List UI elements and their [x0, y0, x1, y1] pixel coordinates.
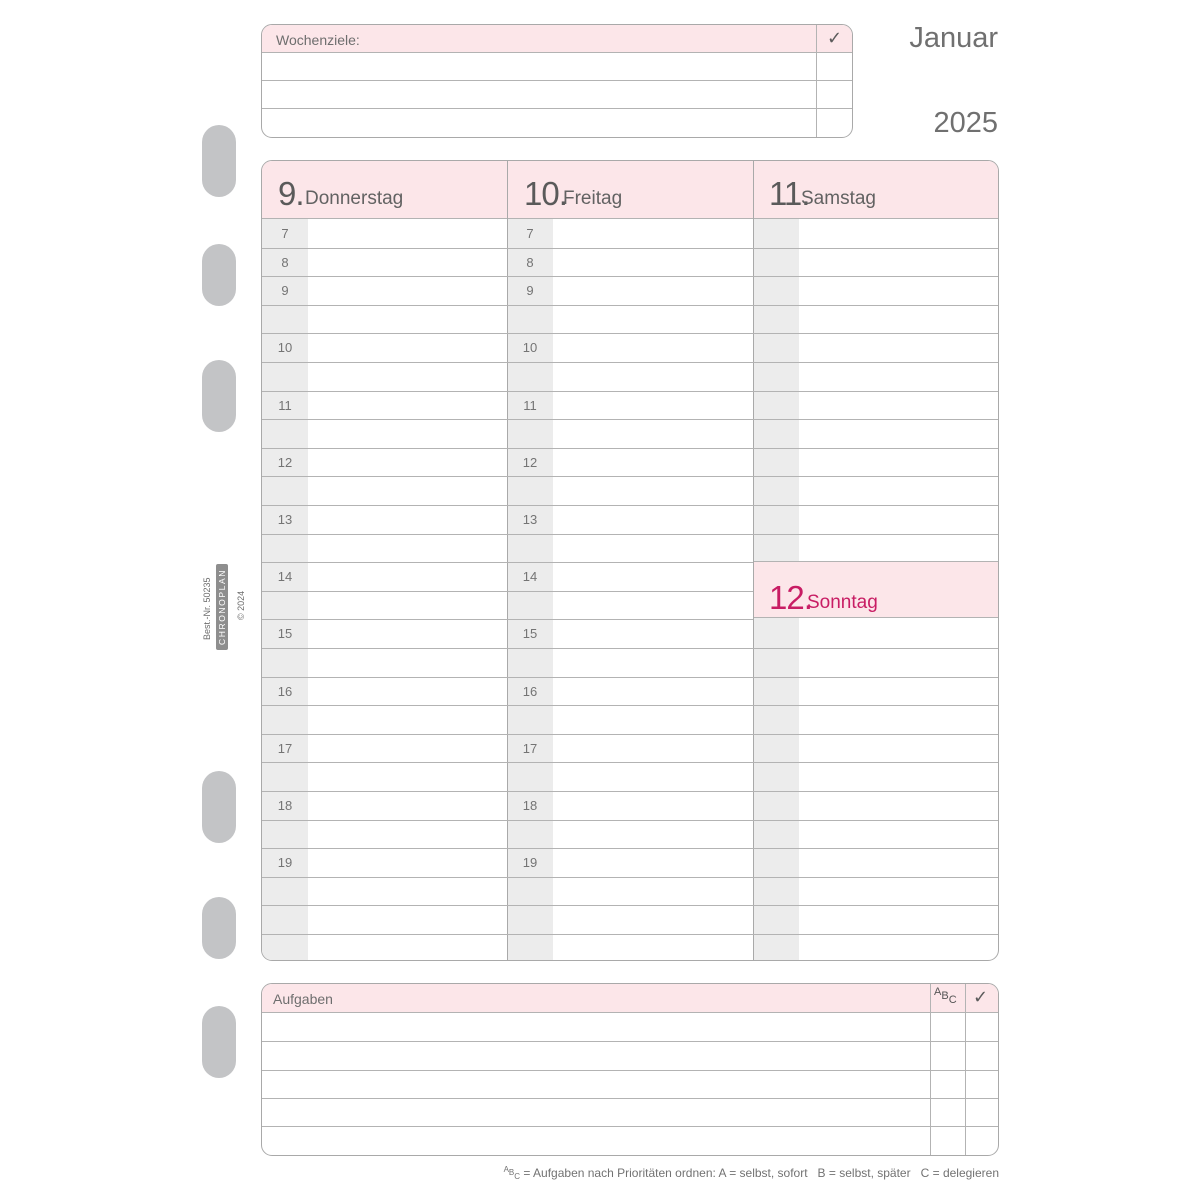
hour-row-line [262, 848, 999, 849]
weekly-goal-row[interactable] [262, 109, 852, 137]
hour-row-line [262, 734, 999, 735]
punch-hole [202, 1006, 236, 1078]
priority-c: C [948, 994, 957, 1006]
hour-label: 12 [522, 455, 538, 470]
hour-row-line [262, 505, 999, 506]
day-name: Sonntag [807, 592, 878, 613]
punch-hole [202, 897, 236, 959]
weekly-goals-box [261, 24, 853, 138]
hour-label: 11 [278, 398, 292, 413]
divider [816, 25, 817, 137]
hour-row-line [262, 877, 999, 878]
priority-a: A [934, 986, 942, 998]
hour-row-line [262, 391, 999, 392]
hour-row-line [262, 419, 999, 420]
hour-label: 17 [277, 741, 293, 756]
hour-label: 8 [526, 255, 534, 270]
hour-label: 9 [526, 283, 534, 298]
hour-row-line [262, 705, 999, 706]
hour-label: 7 [281, 226, 289, 241]
order-number: Best.-Nr. 50235 [202, 577, 212, 640]
hour-label: 17 [522, 741, 538, 756]
weekly-goals-header [262, 25, 852, 53]
hour-label: 19 [277, 855, 293, 870]
hour-label: 13 [522, 512, 538, 527]
punch-hole [202, 244, 236, 306]
day-header-sunday [753, 561, 999, 618]
weekly-goal-row[interactable] [262, 53, 852, 81]
hour-label: 14 [277, 569, 293, 584]
hour-label: 12 [277, 455, 293, 470]
hour-row-line [262, 333, 999, 334]
column-divider [753, 161, 754, 960]
hour-label: 16 [277, 684, 293, 699]
legend-text: = Aufgaben nach Prioritäten ordnen: A = selbst, sofort B = selbst, später C = delegieren [520, 1166, 999, 1180]
punch-hole [202, 771, 236, 843]
brand-logo: CHRONOPLAN [216, 564, 228, 650]
task-row[interactable] [262, 1042, 998, 1071]
day-header-friday [507, 161, 753, 219]
column-divider [507, 161, 508, 960]
hour-label: 15 [277, 626, 293, 641]
hour-row-line [262, 362, 999, 363]
hour-label: 15 [522, 626, 538, 641]
divider [930, 984, 931, 1155]
day-number: 10. [524, 175, 567, 212]
hour-label: 18 [277, 798, 293, 813]
day-number: 12. [769, 579, 812, 616]
hour-row-line [262, 562, 753, 563]
hour-label: 18 [522, 798, 538, 813]
legend-c: C [514, 1172, 521, 1181]
hour-row-line [262, 762, 999, 763]
checkmark-icon: ✓ [973, 987, 989, 1007]
hour-gutter [262, 219, 308, 961]
hour-row-line [262, 276, 999, 277]
hour-label: 11 [523, 398, 537, 413]
hour-row-line [262, 619, 753, 620]
weekly-goal-row[interactable] [262, 81, 852, 109]
hour-label: 8 [281, 255, 289, 270]
tasks-box [261, 983, 999, 1156]
punch-hole [202, 125, 236, 197]
task-row[interactable] [262, 1013, 998, 1042]
hour-row-line [262, 476, 999, 477]
month-title: Januar [909, 22, 998, 54]
year-title: 2025 [933, 107, 998, 139]
priority-b: B [941, 990, 949, 1002]
task-row[interactable] [262, 1070, 998, 1099]
punch-hole [202, 360, 236, 432]
legend-b: B [508, 1168, 515, 1177]
hour-gutter [753, 618, 799, 961]
day-name: Freitag [563, 188, 623, 209]
imprint [196, 556, 248, 652]
day-header-saturday [753, 161, 999, 219]
hour-row-line [262, 648, 999, 649]
hour-label: 10 [277, 340, 293, 355]
priority-abc-icon [934, 986, 957, 1006]
hour-gutter [753, 219, 799, 561]
hour-label: 16 [522, 684, 538, 699]
day-calendar [261, 160, 999, 961]
divider [965, 984, 966, 1155]
hour-label: 7 [526, 226, 534, 241]
hour-label: 10 [522, 340, 538, 355]
day-name: Donnerstag [305, 188, 404, 209]
day-number: 9. [278, 175, 304, 212]
hour-row-line [262, 448, 999, 449]
hour-row-line [262, 791, 999, 792]
day-number: 11. [769, 175, 810, 212]
hour-row-line [262, 534, 999, 535]
hour-row-line [262, 820, 999, 821]
hour-row-line [262, 305, 999, 306]
hour-row-line [262, 905, 999, 906]
copyright: © 2024 [236, 590, 246, 620]
hour-row-line [262, 677, 999, 678]
hour-label: 19 [522, 855, 538, 870]
day-name: Samstag [801, 188, 876, 209]
weekly-goals-label: Wochenziele: [276, 32, 360, 48]
legend-a: A [503, 1165, 509, 1174]
hour-row-line [262, 248, 999, 249]
hour-label: 13 [277, 512, 293, 527]
checkmark-icon: ✓ [827, 28, 843, 48]
hour-row-line [262, 591, 753, 592]
hour-row-line [262, 934, 999, 935]
tasks-label: Aufgaben [273, 991, 333, 1007]
task-row[interactable] [262, 1098, 998, 1127]
hour-label: 9 [281, 283, 289, 298]
hour-gutter [507, 219, 553, 961]
priority-legend [504, 1166, 999, 1180]
hour-label: 14 [522, 569, 538, 584]
tasks-header [262, 984, 998, 1013]
day-header-thursday [262, 161, 507, 219]
